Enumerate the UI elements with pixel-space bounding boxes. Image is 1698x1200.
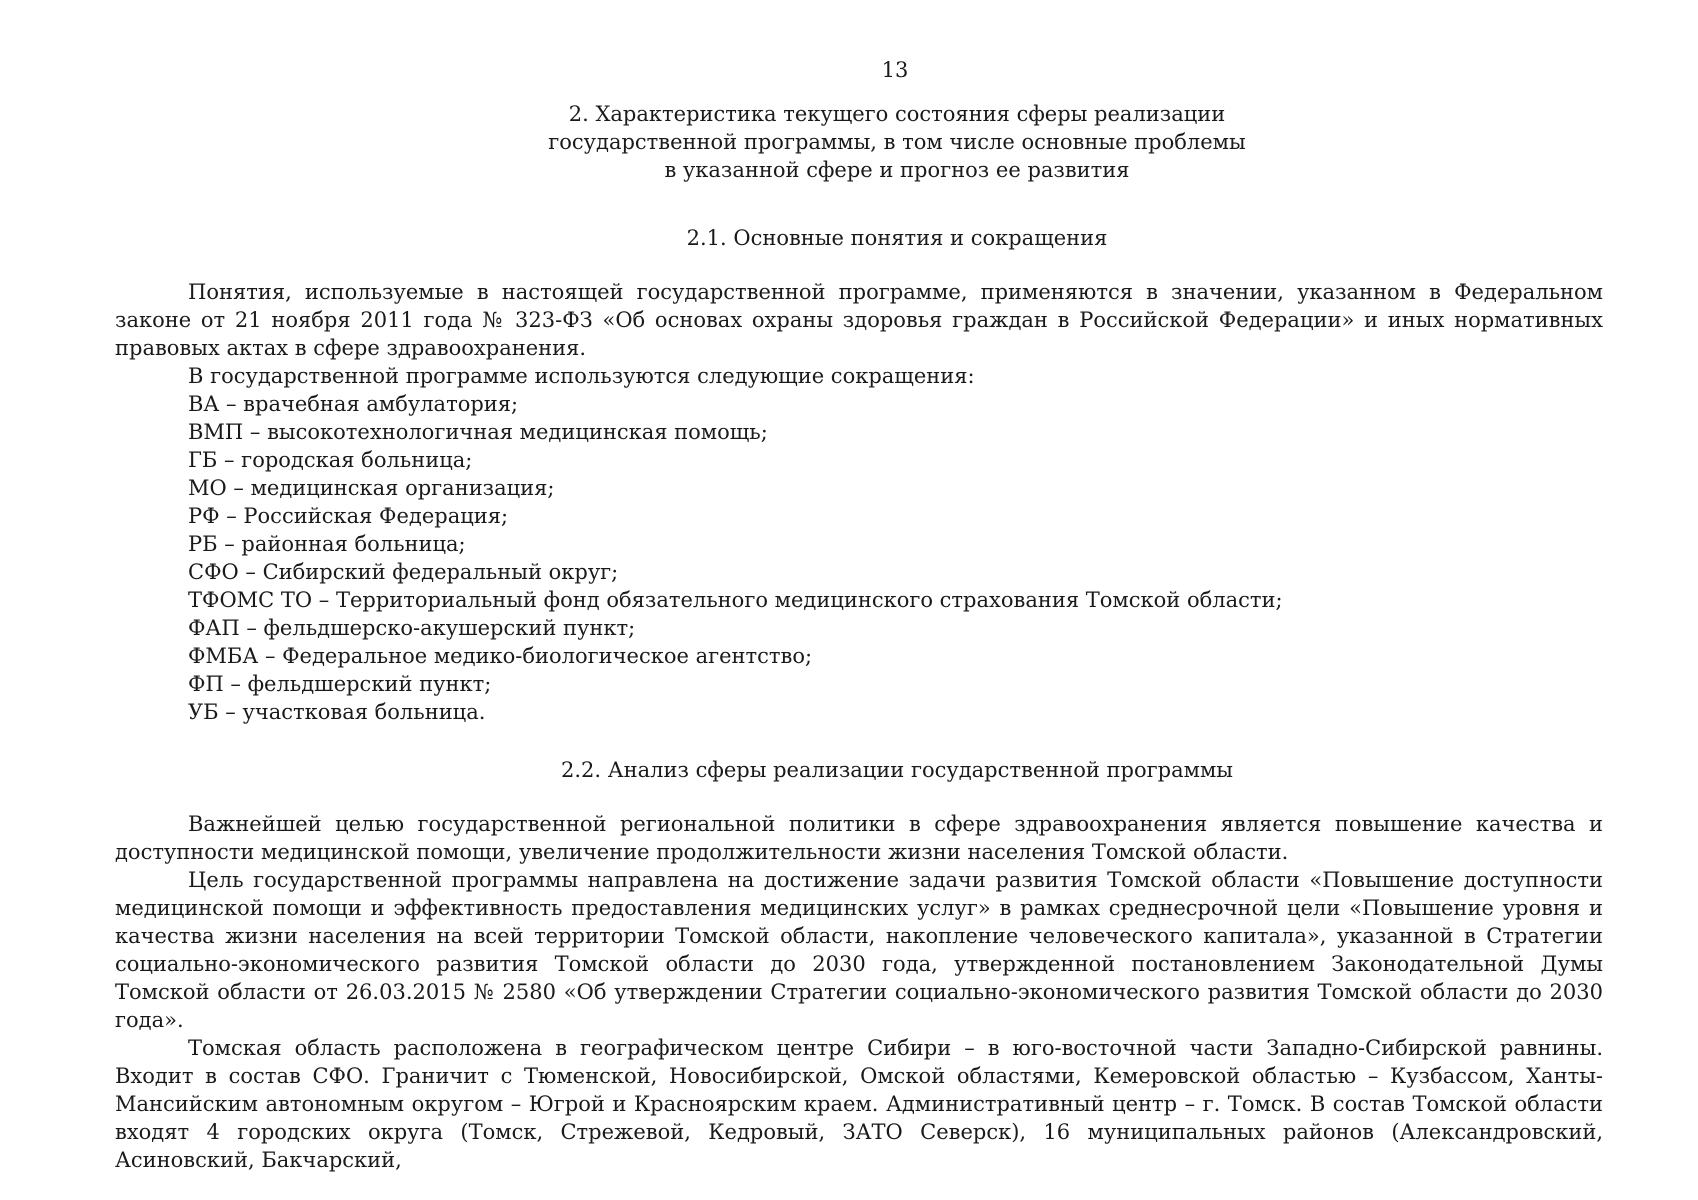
section-2-1-body	[115, 278, 1603, 726]
section-2-heading-line: государственной программы, в том числе основные проблемы	[548, 130, 1246, 154]
intro-paragraph: Понятия, используемые в настоящей государственной программе, применяются в значении, указанном в Федеральном законе от 21 ноября 2011 года № 323-ФЗ «Об основах охраны здоровья граждан в Российской Федерации» и иных нормативных правовых актах в сфере здравоохранения.	[115, 280, 1603, 360]
abbreviation-item: РФ – Российская Федерация;	[188, 504, 509, 528]
abbreviation-item: ТФОМС ТО – Территориальный фонд обязательного медицинского страхования Томской области;	[188, 588, 1283, 612]
abbreviation-item: ВМП – высокотехнологичная медицинская помощь;	[188, 420, 768, 444]
section-2-2-heading	[0, 756, 1698, 784]
abbreviation-item: УБ – участковая больница.	[188, 700, 486, 724]
page-number: 13	[881, 58, 909, 82]
section-2-2-title: 2.2. Анализ сферы реализации государственной программы	[561, 758, 1233, 782]
abbreviation-item: ФП – фельдшерский пункт;	[188, 672, 492, 696]
section-2-heading-line: 2. Характеристика текущего состояния сферы реализации	[568, 102, 1226, 126]
abbreviation-item: СФО – Сибирский федеральный округ;	[188, 560, 619, 584]
body-paragraph: Важнейшей целью государственной региональной политики в сфере здравоохранения является повышение качества и доступности медицинской помощи, увеличение продолжительности жизни населения Томской области.	[115, 812, 1603, 864]
section-2-2-body	[115, 810, 1603, 1174]
abbreviation-item: ГБ – городская больница;	[188, 448, 473, 472]
abbreviation-item: МО – медицинская организация;	[188, 476, 555, 500]
section-2-1-heading	[0, 224, 1698, 252]
abbreviation-item: РБ – районная больница;	[188, 532, 466, 556]
abbreviation-item: ФАП – фельдшерско-акушерский пункт;	[188, 616, 636, 640]
section-2-heading-line: в указанной сфере и прогноз ее развития	[664, 158, 1130, 182]
body-paragraph: Томская область расположена в географическом центре Сибири – в юго-восточной части Западно-Сибирской равнины. Входит в состав СФО. Граничит с Тюменской, Новосибирской, Омской областями, Кемеровской областью – Кузбассом, Ханты-Мансийским автономным округом – Югрой и Красноярским краем. Административный центр – г. Томск. В состав Томской области входят 4 городских округа (Томск, Стрежевой, Кедровый, ЗАТО Северск), 16 муниципальных районов (Александровский, Асиновский, Бакчарский,	[115, 1036, 1603, 1172]
abbreviation-item: ФМБА – Федеральное медико-биологическое агентство;	[188, 644, 813, 668]
abbreviation-item: ВА – врачебная амбулатория;	[188, 392, 519, 416]
body-paragraph: Цель государственной программы направлена на достижение задачи развития Томской области «Повышение доступности медицинской помощи и эффективность предоставления медицинских услуг» в рамках среднесрочной цели «Повышение уровня и качества жизни населения на всей территории Томской области, накопление человеческого капитала», указанной в Стратегии социально-экономического развития Томской области до 2030 года, утвержденной постановлением Законодательной Думы Томской области от 26.03.2015 № 2580 «Об утверждении Стратегии социально-экономического развития Томской области до 2030 года».	[115, 868, 1603, 1032]
abbreviations-list	[115, 390, 1603, 726]
abbreviations-intro: В государственной программе используются следующие сокращения:	[188, 364, 975, 388]
section-2-1-title: 2.1. Основные понятия и сокращения	[686, 226, 1108, 250]
section-2-heading	[0, 100, 1698, 184]
